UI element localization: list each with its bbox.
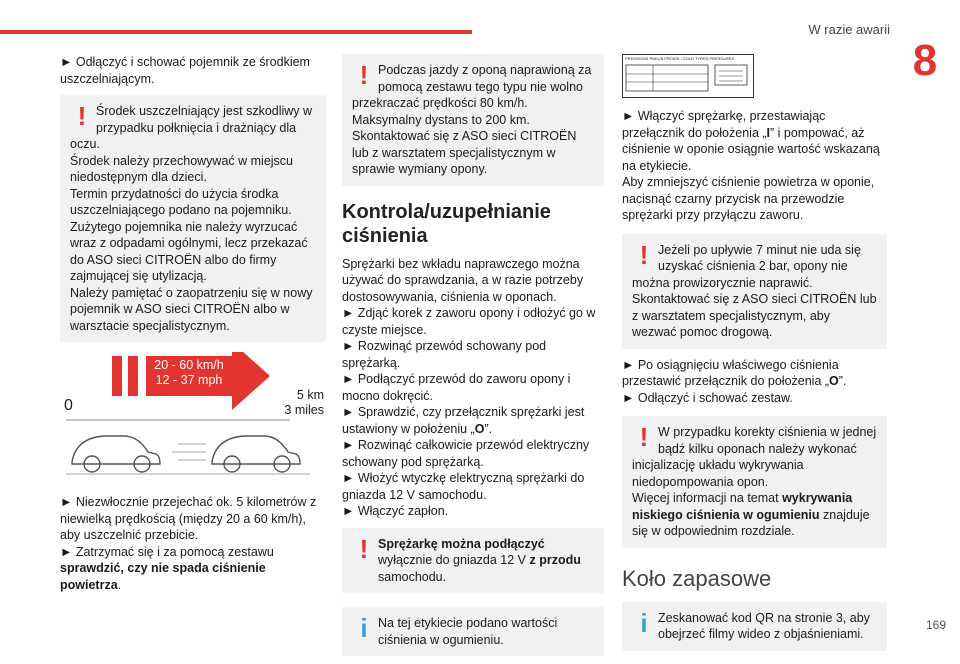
section-title: W razie awarii — [808, 22, 890, 37]
info-box — [622, 602, 887, 651]
warning-icon: ! — [359, 533, 369, 564]
warning-box — [622, 234, 887, 349]
warning-text-part: inicjalizację układu wykrywania niedopompowania opon. Więcej informacji na temat — [632, 458, 804, 505]
speed-kmh: 20 - 60 km/h — [154, 358, 224, 372]
warning-text-part: wyłącznie do gniazda 12 V — [378, 553, 530, 567]
warning-box — [60, 95, 326, 342]
info-icon: i — [360, 613, 368, 643]
step-paragraph: ► Niezwłocznie przejechać ok. 5 kilometrów z niewielką prędkością (między 20 a 60 km/h), aby uszczelnić przebicie. — [60, 495, 317, 542]
column-3 — [622, 54, 887, 659]
section-heading: Kontrola/uzupełnianie ciśnienia — [342, 200, 551, 247]
switch-position: I — [766, 125, 771, 140]
warning-first-line: W przypadku korekty ciśnienia w jednej bądź kilku oponach należy wykonać — [658, 425, 877, 456]
warning-box — [622, 416, 887, 548]
body-text: Sprężarki bez wkładu naprawczego można używać do sprawdzania, a w razie potrzeby dostosowywania, ciśnienia w oponach. ► Zdjąć korek z zaworu opony i odłożyć go w czyste miejsce. ► Rozwinąć przewód schowany pod sprężarką. ► Podłączyć przewód do zaworu opony i mocno dokręcić. — [342, 256, 596, 403]
warning-icon: ! — [359, 60, 369, 90]
section-heading: Koło zapasowe — [622, 565, 772, 591]
distance-label — [274, 388, 324, 418]
distance-miles: 3 miles — [284, 403, 324, 417]
start-zero: 0 — [64, 397, 73, 414]
switch-position: O — [474, 421, 485, 436]
step-paragraph — [622, 108, 887, 224]
step-text: ► Zatrzymać się i za pomocą zestawu — [60, 544, 274, 559]
step-paragraph: ► Odłączyć i schować pojemnik ze środkiem uszczelniającym. — [60, 55, 310, 86]
step-text: ► Po osiągnięciu właściwego ciśnienia przestawić przełącznik do położenia „ — [622, 357, 839, 388]
warning-bold: z przodu — [529, 553, 581, 567]
step-text: ► Włączyć sprężarkę, przestawiając przełącznik do położenia „ — [622, 109, 826, 140]
step-text: ”. ► Odłączyć i schować zestaw. — [622, 374, 847, 405]
warning-text-part: znajduje się w odpowiednim rozdziale. — [632, 507, 870, 538]
warning-icon: ! — [639, 239, 649, 270]
warning-text — [352, 533, 594, 586]
distance-km: 5 km — [296, 388, 324, 402]
column-2 — [342, 54, 604, 664]
column-1 — [60, 54, 326, 593]
page-number: 169 — [925, 618, 946, 632]
info-text: Na tej etykiecie podano wartości ciśnienia w ogumieniu. — [378, 616, 558, 647]
warning-text: można prowizorycznie naprawić. Skontaktować się z ASO sieci CITROËN lub z warsztatem specjalistycznym, aby wezwać pomoc drogową. — [632, 275, 877, 339]
label-graphic — [623, 62, 751, 96]
switch-position: O — [829, 374, 839, 388]
info-icon: i — [640, 607, 648, 638]
step-text: ► Sprawdzić, czy przełącznik sprężarki jest ustawiony w położeniu „ — [342, 405, 585, 436]
warning-first-line: Środek uszczelniający jest szkodliwy w przypadku połknięcia i drażniący dla — [96, 104, 313, 135]
speed-mph: 12 - 37 mph — [155, 373, 223, 387]
step-paragraph — [622, 357, 887, 407]
warning-box — [342, 54, 604, 186]
info-text: Zeskanować kod QR na stronie 3, aby obejrzeć filmy wideo z objaśnieniami. — [658, 610, 870, 641]
warning-bold: Sprężarkę można podłączyć — [378, 536, 545, 551]
speed-label — [148, 358, 230, 388]
warning-bold: wykrywania niskiego ciśnienia w ogumieniu — [632, 491, 853, 522]
warning-text: oczu. Środek należy przechowywać w miejscu niedostępnym dla dzieci. Termin przydatności do użycia środka uszczelniającego podano na pojemniku. Zużytego pojemnika nie należy wyrzucać wraz z odpadami ogólnymi, lecz przekazać do ASO sieci CITROËN albo do firmy zajmującej się utylizacją. Należy pamiętać o zaopatrzeniu się w nowy pojemnik w ASO sieci CITROËN albo w warsztacie specjalistycznym. — [70, 137, 313, 333]
step-text: . — [117, 577, 122, 592]
chapter-number: 8 — [912, 36, 938, 85]
warning-first-line: Jeżeli po upływie 7 minut nie uda się uzyskać ciśnienia 2 bar, opony nie — [658, 242, 861, 273]
warning-icon: ! — [77, 101, 87, 131]
tyre-pressure-label-image — [622, 54, 754, 98]
body-text: ► Rozwinąć całkowicie przewód elektryczny schowany pod sprężarką. ► Włożyć wtyczkę elektryczną sprężarki do gniazda 12 V samochodu. ► Włączyć zapłon. — [342, 438, 590, 518]
warning-icon: ! — [639, 422, 649, 452]
speed-distance-illustration — [60, 352, 326, 484]
warning-first-line: Podczas jazdy z oponą naprawioną za pomocą zestawu tego typu nie wolno — [378, 63, 592, 94]
header-accent-bar — [0, 30, 472, 34]
step-text: ” i pompować, aż ciśnienie w oponie osiągnie wartość wskazaną na etykiecie. Aby zmniejszyć ciśnienie powietrza w oponie, nacisnąć czarny przycisk na przewodzie sprężarki przy przyłączu zaworu. — [622, 125, 880, 222]
warning-text — [632, 457, 877, 540]
step-text: ”. — [484, 421, 493, 436]
warning-text: przekraczać prędkości 80 km/h. Maksymalny dystans to 200 km. Skontaktować się z ASO sieci CITROËN lub z warsztatem specjalistycznym w sprawie wymiany opony. — [352, 96, 577, 176]
label-caption: PRESSIONS PNEUS FROIDS / COLD TYRES PRESSURES — [625, 56, 735, 61]
warning-box — [342, 528, 604, 594]
step-paragraph — [60, 544, 326, 594]
warning-text-part: samochodu. — [378, 569, 447, 584]
info-box — [342, 607, 604, 656]
step-bold-text: sprawdzić, czy nie spada ciśnienie powietrza — [60, 561, 266, 592]
step-paragraph — [342, 404, 604, 437]
